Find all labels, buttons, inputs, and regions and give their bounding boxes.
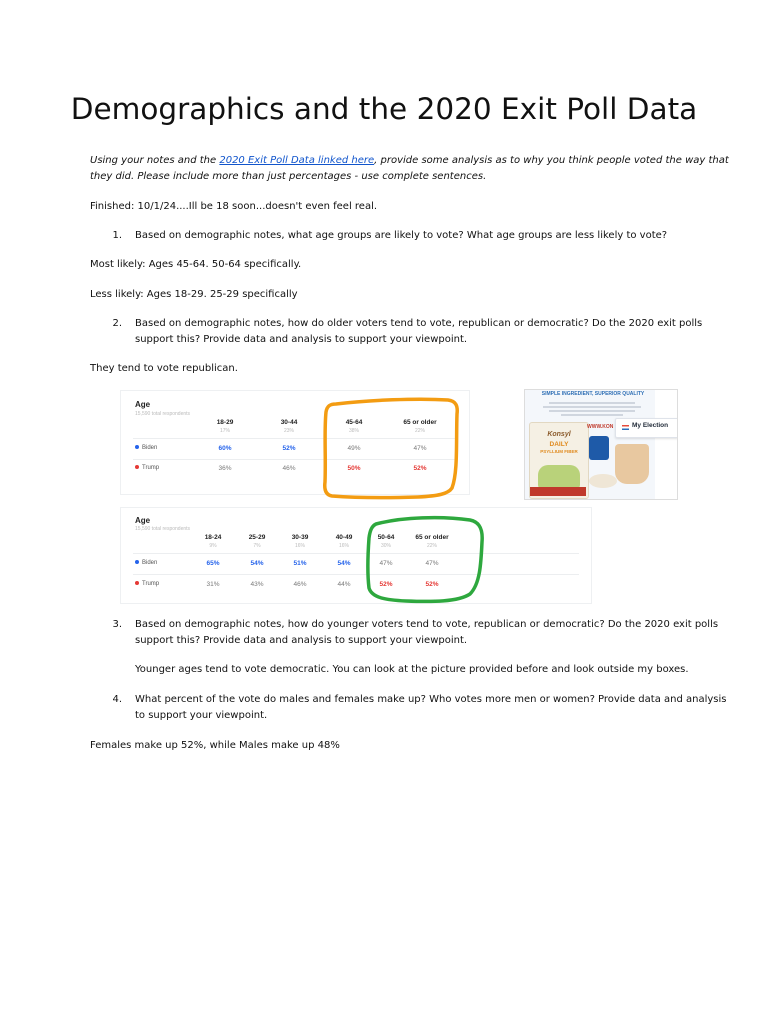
- column-share: 7%: [253, 543, 261, 549]
- column-header: 65 or older: [403, 419, 437, 426]
- my-election-label: My Election: [632, 422, 669, 429]
- orange-highlight-annotation: [318, 392, 464, 504]
- column-share: 22%: [414, 428, 425, 434]
- table-cell: 36%: [218, 465, 232, 472]
- column-share: 23%: [283, 428, 294, 434]
- intro-pre: Using your notes and the: [90, 155, 220, 166]
- drink-glass-image: [615, 444, 649, 484]
- table-cell: 44%: [337, 581, 351, 588]
- question-4-line-1: What percent of the vote do males and females make up? Who votes more men or women? Provide data and analysis: [135, 694, 727, 705]
- nsf-certification-icon: [589, 436, 609, 460]
- table-cell: 60%: [218, 445, 232, 452]
- column-header: 25-29: [248, 534, 266, 541]
- answer-2: They tend to vote republican.: [90, 363, 238, 374]
- column-header: 18-24: [204, 534, 222, 541]
- ad-product-line-2: PSYLLIUM FIBER: [540, 449, 578, 454]
- product-pouch-image: [529, 422, 589, 499]
- table-cell: 46%: [282, 465, 296, 472]
- column-header: 45-64: [345, 419, 363, 426]
- question-2-line-1: Based on demographic notes, how do older voters tend to vote, republican or democratic? Do the 2020 exit polls: [135, 318, 703, 329]
- divider: [133, 553, 579, 554]
- row-label-trump: Trump: [135, 465, 159, 471]
- table-cell: 54%: [337, 560, 351, 567]
- answer-1-less-likely: Less likely: Ages 18-29. 25-29 specifically: [90, 289, 298, 300]
- column-share: 38%: [348, 428, 359, 434]
- bowl-image: [589, 474, 617, 488]
- table-cell: 47%: [413, 445, 427, 452]
- question-2-number: 2.: [112, 318, 122, 329]
- table-cell: 52%: [379, 581, 393, 588]
- column-share: 16%: [294, 543, 305, 549]
- table-cell: 43%: [250, 581, 264, 588]
- table-cell: 47%: [425, 560, 439, 567]
- table-title: Age: [135, 400, 151, 409]
- column-header: 50-64: [377, 534, 395, 541]
- table-cell: 65%: [206, 560, 220, 567]
- pouch-band: [530, 487, 586, 496]
- exit-poll-link[interactable]: 2020 Exit Poll Data linked here: [219, 155, 375, 166]
- leaf-graphic: [538, 465, 580, 489]
- ad-product-line-1: DAILY: [549, 441, 569, 448]
- ad-url: WWW.KON: [587, 424, 614, 430]
- answer-4: Females make up 52%, while Males make up 48%: [90, 740, 340, 751]
- table-cell: 52%: [425, 581, 439, 588]
- trump-dot-icon: [135, 581, 139, 585]
- ad-brand: Konsyl: [547, 431, 571, 438]
- question-3-number: 3.: [112, 619, 122, 630]
- ad-headline: SIMPLE INGREDIENT, SUPERIOR QUALITY: [541, 391, 645, 397]
- answer-1-most-likely: Most likely: Ages 45-64. 50-64 specifically.: [90, 259, 302, 270]
- question-3-line-2: support this? Provide data and analysis to support your viewpoint.: [135, 635, 468, 646]
- question-1-number: 1.: [112, 230, 122, 241]
- row-label-biden: Biden: [135, 560, 157, 566]
- column-header: 30-39: [291, 534, 309, 541]
- table-title: Age: [135, 516, 151, 525]
- exit-poll-table-age-6-groups: [120, 507, 592, 604]
- column-header: 40-49: [335, 534, 353, 541]
- flag-icon: [622, 425, 629, 430]
- biden-dot-icon: [135, 560, 139, 564]
- finished-note: Finished: 10/1/24....Ill be 18 soon...doesn't even feel real.: [90, 201, 378, 212]
- question-4-number: 4.: [112, 694, 122, 705]
- table-cell: 50%: [347, 465, 361, 472]
- table-cell: 52%: [282, 445, 296, 452]
- column-header: 30-44: [280, 419, 298, 426]
- table-cell: 31%: [206, 581, 220, 588]
- row-label-trump: Trump: [135, 581, 159, 587]
- intro-line-2: they did. Please include more than just percentages - use complete sentences.: [90, 171, 487, 182]
- intro-line-1: [90, 153, 729, 169]
- table-cell: 52%: [413, 465, 427, 472]
- my-election-badge[interactable]: [615, 418, 678, 438]
- column-share: 17%: [219, 428, 230, 434]
- column-share: 9%: [209, 543, 217, 549]
- question-4-line-2: to support your viewpoint.: [135, 710, 268, 721]
- table-cell: 49%: [347, 445, 361, 452]
- product-advertisement[interactable]: [524, 389, 678, 500]
- green-highlight-annotation: [362, 512, 488, 606]
- question-3-line-1: Based on demographic notes, how do younger voters tend to vote, republican or democratic? Do the 2020 exit polls: [135, 619, 719, 630]
- question-1-text: Based on demographic notes, what age groups are likely to vote? What age groups are less likely to vote?: [135, 230, 668, 241]
- answer-3: Younger ages tend to vote democratic. You can look at the picture provided before and look outside my boxes.: [135, 664, 689, 675]
- table-cell: 54%: [250, 560, 264, 567]
- trump-dot-icon: [135, 465, 139, 469]
- column-header: 18-29: [216, 419, 234, 426]
- column-share: 16%: [338, 543, 349, 549]
- page-title: Demographics and the 2020 Exit Poll Data: [70, 92, 698, 126]
- table-cell: 47%: [379, 560, 393, 567]
- table-respondents: 15,590 total respondents: [135, 526, 191, 532]
- question-2-line-2: support this? Provide data and analysis to support your viewpoint.: [135, 334, 468, 345]
- table-cell: 46%: [293, 581, 307, 588]
- table-respondents: 15,590 total respondents: [135, 411, 191, 417]
- column-share: 22%: [426, 543, 437, 549]
- column-header: 65 or older: [415, 534, 449, 541]
- intro-post: , provide some analysis as to why you think people voted the way that: [374, 155, 729, 166]
- row-label-biden: Biden: [135, 445, 157, 451]
- divider: [133, 574, 579, 575]
- table-cell: 51%: [293, 560, 307, 567]
- column-share: 30%: [380, 543, 391, 549]
- biden-dot-icon: [135, 445, 139, 449]
